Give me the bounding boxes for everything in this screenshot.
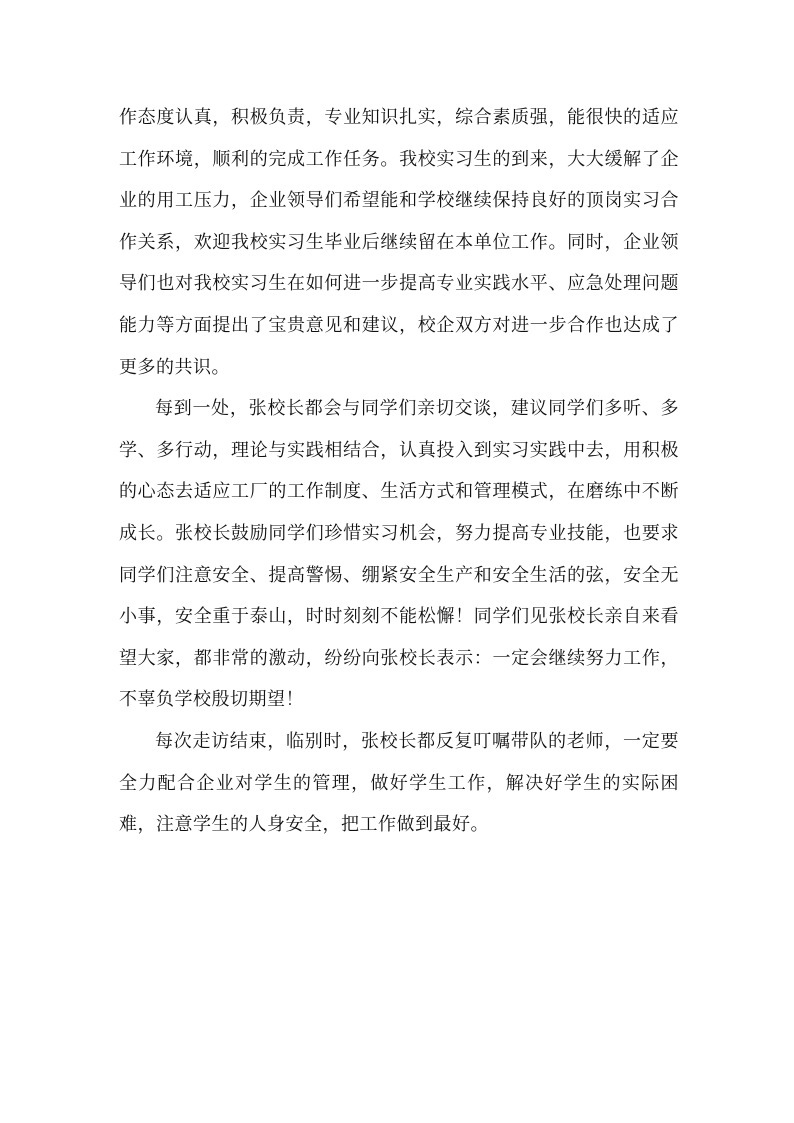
paragraph-closing: 每次走访结束，临别时，张校长都反复叮嘱带队的老师，一定要全力配合企业对学生的管理，做好学生工作，解决好学生的实际困难，注意学生的人身安全，把工作做到最好。 — [119, 730, 679, 836]
document-body — [119, 97, 679, 846]
paragraph-principal-visit: 每到一处，张校长都会与同学们亲切交谈，建议同学们多听、多学、多行动，理论与实践相结合，认真投入到实习实践中去，用积极的心态去适应工厂的工作制度、生活方式和管理模式，在磨练中不断成长。张校长鼓励同学们珍惜实习机会，努力提高专业技能，也要求同学们注意安全、提高警惕、绷紧安全生产和安全生活的弦，安全无小事，安全重于泰山，时时刻刻不能松懈！同学们见张校长亲自来看望大家，都非常的激动，纷纷向张校长表示：一定会继续努力工作，不辜负学校殷切期望！ — [119, 398, 679, 711]
paragraph-continued: 作态度认真，积极负责，专业知识扎实，综合素质强，能很快的适应工作环境，顺利的完成工作任务。我校实习生的到来，大大缓解了企业的用工压力，企业领导们希望能和学校继续保持良好的顶岗实习合作关系，欢迎我校实习生毕业后继续留在本单位工作。同时，企业领导们也对我校实习生在如何进一步提高专业实践水平、应急处理问题能力等方面提出了宝贵意见和建议，校企双方对进一步合作也达成了更多的共识。 — [119, 107, 679, 378]
